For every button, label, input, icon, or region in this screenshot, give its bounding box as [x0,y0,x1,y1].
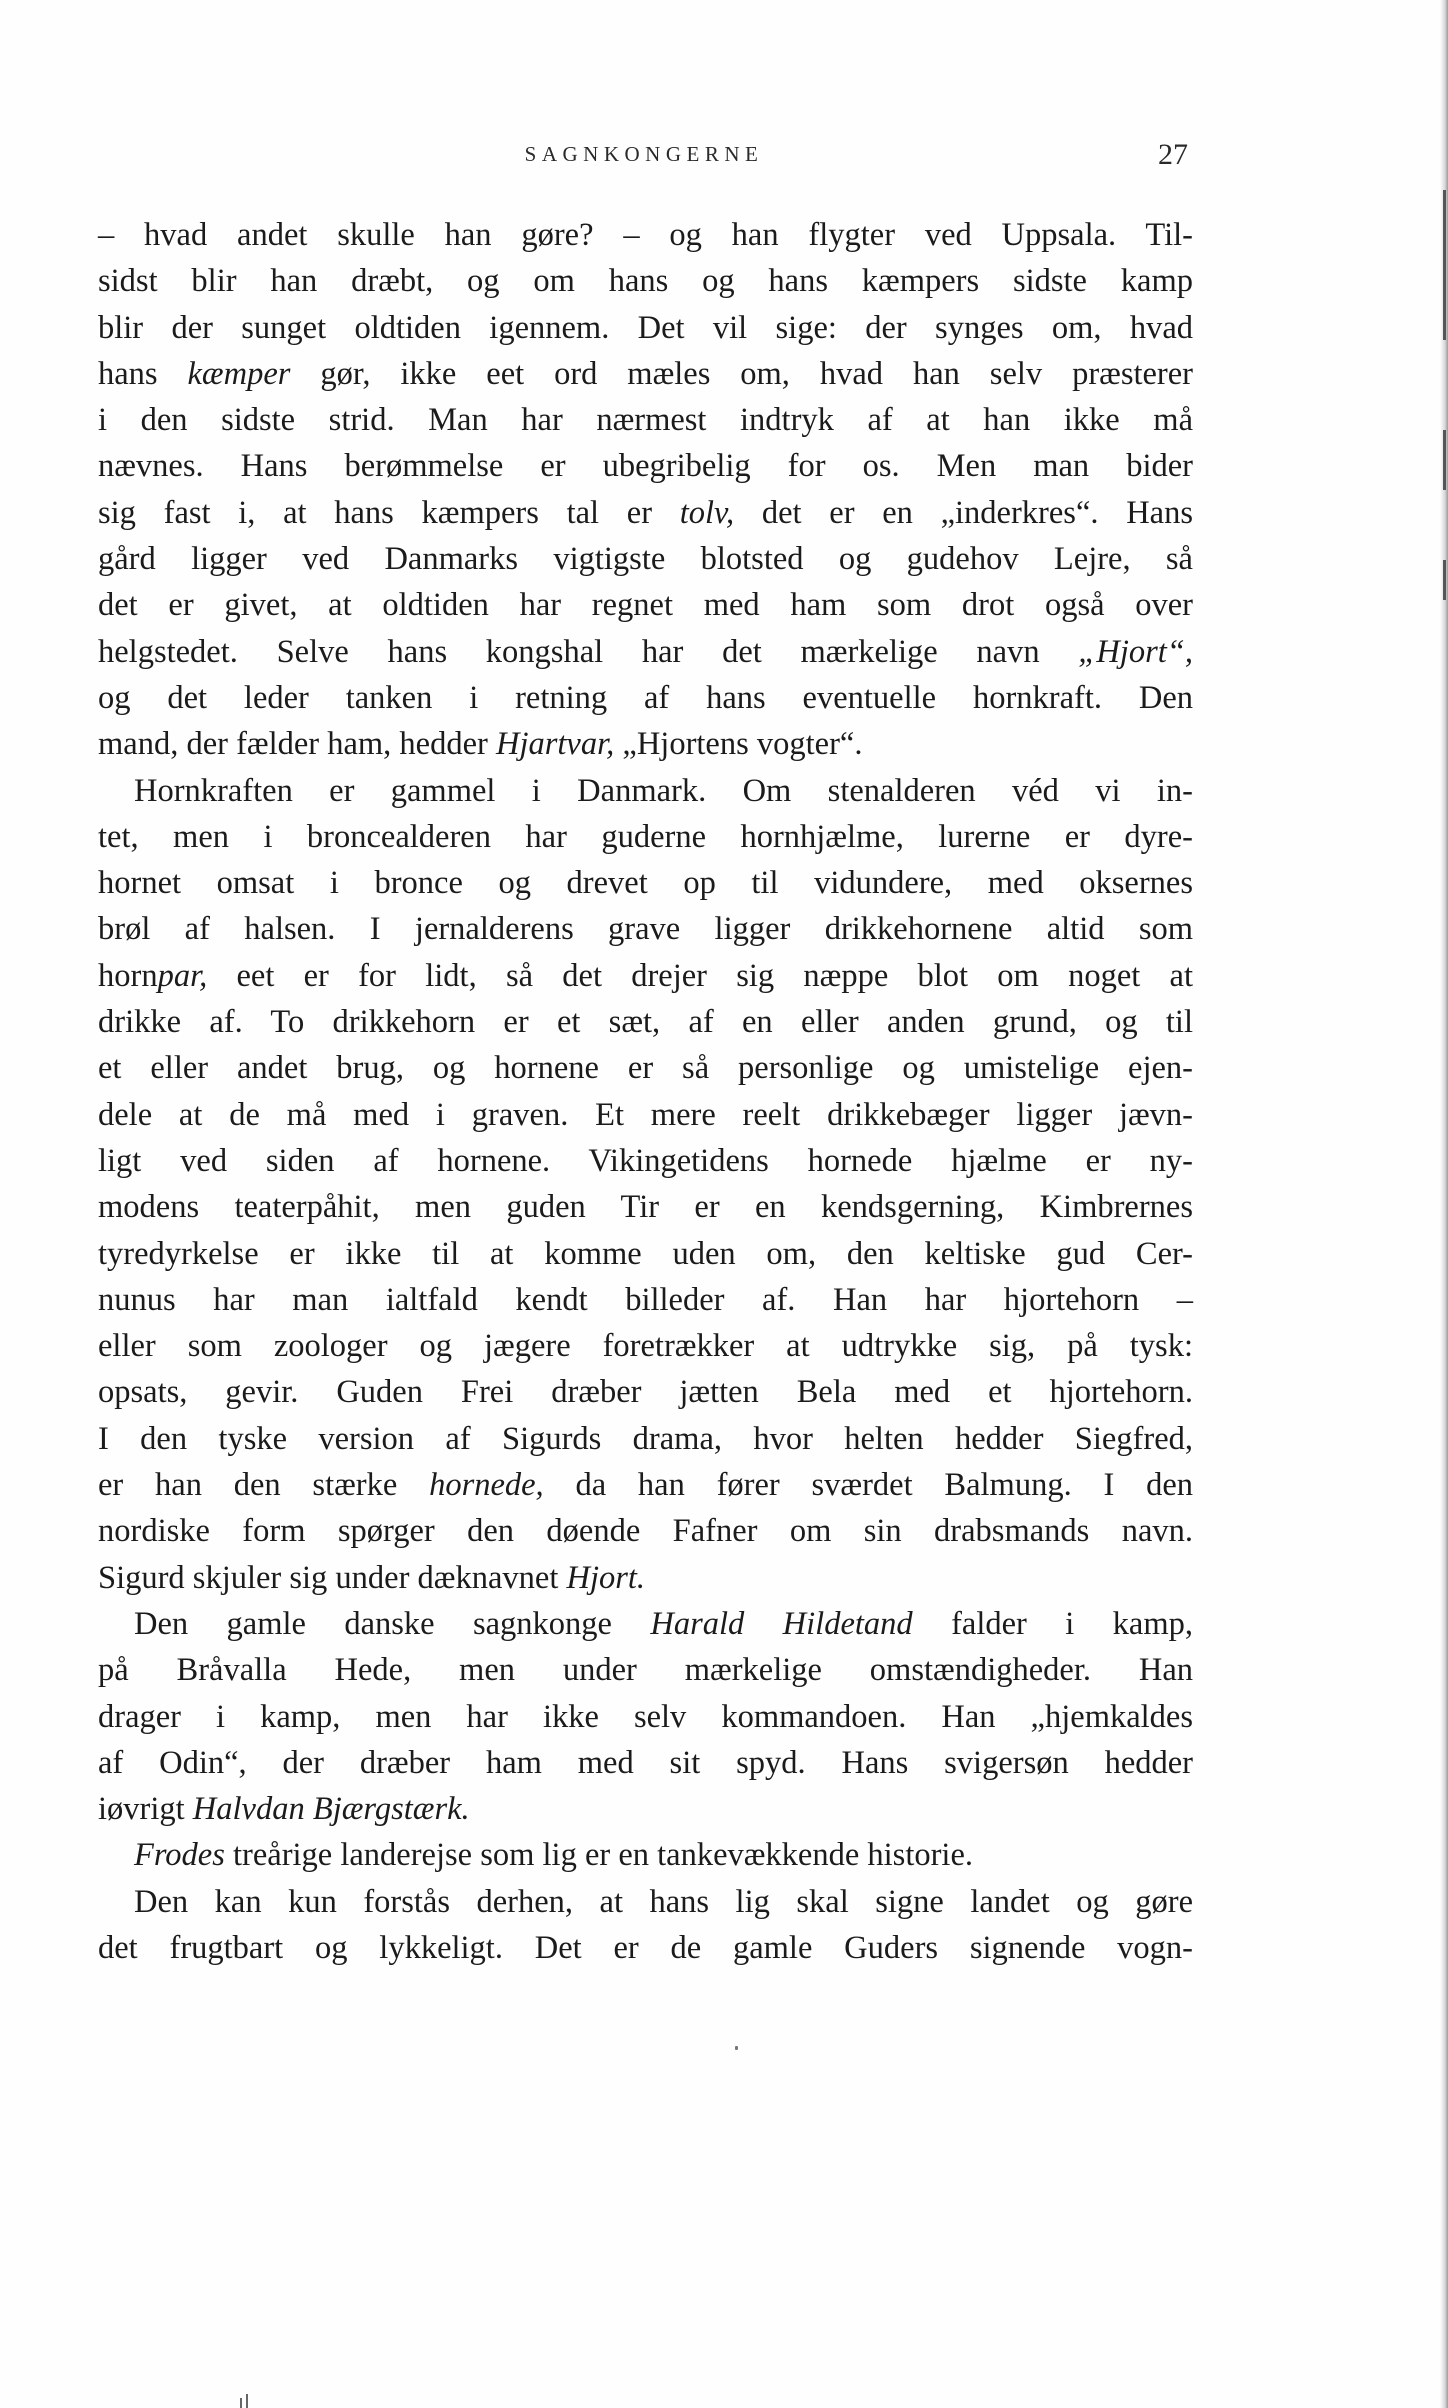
text-line [98,1462,1193,1508]
text-run: opsats, gevir. Guden Frei dræber jætten Bela med et hjortehorn. [98,1374,1193,1411]
text-run: falder i kamp, [912,1605,1193,1642]
text-line [98,1555,1193,1601]
text-run: det er givet, at oldtiden har regnet med ham som drot også over [98,587,1193,624]
text-line [98,1416,1193,1462]
italic-text: kæmper [187,355,291,392]
text-run: ligt ved siden af hornene. Vikingetidens hornede hjælme er ny- [98,1142,1193,1179]
text-run: gør, ikke eet ord mæles om, hvad han selv præsterer [290,355,1193,392]
text-run: sig fast i, at hans kæmpers tal er [98,494,680,531]
text-line [98,351,1193,397]
text-run: dele at de må med i graven. Et mere reelt drikkebæger ligger jævn- [98,1096,1193,1133]
text-line [98,906,1193,952]
page-edge-mark [1443,560,1446,600]
text-line [98,1832,1193,1878]
running-head [100,138,1188,178]
text-run: hornet omsat i bronce og drevet op til vidundere, med oksernes [98,865,1193,902]
text-line [98,1647,1193,1693]
text-run: Sigurd skjuler sig under dæknavnet [98,1559,567,1596]
text-run: drikke af. To drikkehorn er et sæt, af en eller anden grund, og til [98,1004,1193,1041]
text-line [98,305,1193,351]
text-line [98,1925,1193,1971]
body-text [98,212,1193,1971]
text-run: Den gamle danske sagnkonge [134,1605,651,1642]
text-run: sidst blir han dræbt, og om hans og hans kæmpers sidste kamp [98,263,1193,300]
text-line [98,490,1193,536]
text-run: er han den stærke [98,1467,430,1504]
text-run: Den kan kun forstås derhen, at hans lig skal signe landet og gøre [134,1883,1193,1920]
italic-text: par, [157,957,208,994]
text-line [98,1694,1193,1740]
text-run: I den tyske version af Sigurds drama, hvor helten hedder Siegfred, [98,1420,1193,1457]
page-edge-shadow [1440,0,1448,2408]
italic-text: Halvdan Bjærgstærk. [192,1791,470,1828]
text-line [98,443,1193,489]
text-run: nunus har man ialtfald kendt billeder af. Han har hjortehorn – [98,1281,1193,1318]
italic-text: Frodes [134,1837,225,1874]
text-line [98,1601,1193,1647]
text-line [98,212,1193,258]
text-line [98,582,1193,628]
text-run: blir der sunget oldtiden igennem. Det vil sige: der synges om, hvad [98,309,1193,346]
running-title: SAGNKONGERNE [524,142,764,166]
text-line [98,1323,1193,1369]
text-run: og det leder tanken i retning af hans eventuelle hornkraft. Den [98,679,1193,716]
text-run: helgstedet. Selve hans kongshal har det mærkelige navn [98,633,1079,670]
text-run: modens teaterpåhit, men guden Tir er en kendsgerning, Kimbrernes [98,1189,1193,1226]
text-line [98,1045,1193,1091]
italic-text: Harald Hildetand [650,1605,913,1642]
page-edge-mark [1443,190,1446,340]
text-line [98,1786,1193,1832]
text-run: eet er for lidt, så det drejer sig næppe blot om noget at [207,957,1193,994]
text-run: Hornkraften er gammel i Danmark. Om stenalderen véd vi in- [134,772,1193,809]
text-run: mand, der fælder ham, hedder [98,726,496,763]
text-line [98,1508,1193,1554]
text-run: eller som zoologer og jægere foretrækker at udtrykke sig, på tysk: [98,1328,1193,1365]
text-run: hans [98,355,188,392]
text-line [98,536,1193,582]
text-line [98,1138,1193,1184]
text-run: treårige landerejse som lig er en tankevækkende historie. [224,1837,974,1874]
italic-text: Hjort. [566,1559,646,1596]
text-run: af Odin“, der dræber ham med sit spyd. Hans svigersøn hedder [98,1744,1193,1781]
text-line [98,1184,1193,1230]
italic-text: „Hjort“, [1078,633,1193,670]
text-line [98,629,1193,675]
text-line [98,721,1193,767]
text-run: nordiske form spørger den døende Fafner om sin drabsmands navn. [98,1513,1193,1550]
text-line [98,1369,1193,1415]
italic-text: tolv, [679,494,735,531]
text-run: på Bråvalla Hede, men under mærkelige omstændigheder. Han [98,1652,1193,1689]
scan-speck [735,2046,738,2050]
text-line [98,675,1193,721]
text-line [98,1092,1193,1138]
text-run: – hvad andet skulle han gøre? – og han flygter ved Uppsala. Til- [98,217,1193,253]
italic-text: hornede, [429,1467,544,1504]
text-run: tet, men i broncealderen har guderne hornhjælme, lurerne er dyre- [98,818,1193,855]
text-run: drager i kamp, men har ikke selv kommandoen. Han „hjemkaldes [98,1698,1193,1735]
text-line [98,860,1193,906]
text-line [98,953,1193,999]
text-run: nævnes. Hans berømmelse er ubegribelig for os. Men man bider [98,448,1193,485]
text-line [98,1231,1193,1277]
page-edge-mark [1443,430,1446,490]
text-line [98,258,1193,304]
text-run: iøvrigt [98,1791,193,1828]
text-line [98,397,1193,443]
text-line [98,768,1193,814]
text-run: tyredyrkelse er ikke til at komme uden om, den keltiske gud Cer- [98,1235,1193,1272]
text-run: brøl af halsen. I jernalderens grave ligger drikkehornene altid som [98,911,1193,948]
scan-marks [240,2394,250,2408]
text-run: det er en „inderkres“. Hans [734,494,1193,531]
text-line [98,1879,1193,1925]
text-line [98,999,1193,1045]
text-run: et eller andet brug, og hornene er så personlige og umistelige ejen- [98,1050,1193,1087]
text-line [98,1740,1193,1786]
italic-text: Hjartvar, [495,726,615,763]
text-run: det frugtbart og lykkeligt. Det er de gamle Guders signende vogn- [98,1929,1193,1966]
text-line [98,1277,1193,1323]
page-number: 27 [1158,138,1188,171]
text-run: i den sidste strid. Man har nærmest indtryk af at han ikke må [98,402,1193,439]
text-run: „Hjortens vogter“. [614,726,863,763]
text-run: horn [98,957,158,994]
text-line [98,814,1193,860]
text-run: da han fører sværdet Balmung. I den [543,1467,1193,1504]
text-run: gård ligger ved Danmarks vigtigste blotsted og gudehov Lejre, så [98,541,1193,578]
